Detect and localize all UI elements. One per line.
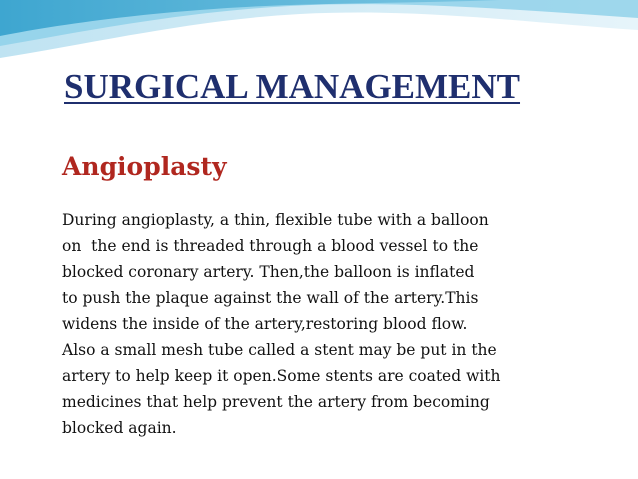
body-line: widens the inside of the artery,restoring blood flow. (62, 315, 468, 333)
body-line: to push the plaque against the wall of the artery.This (62, 289, 479, 307)
body-line: Also a small mesh tube called a stent may be put in the (62, 341, 497, 359)
slide-title: SURGICAL MANAGEMENT (64, 67, 521, 106)
body-line: blocked coronary artery. Then,the balloon is inflated (62, 263, 475, 281)
body-line: medicines that help prevent the artery from becoming (62, 393, 490, 411)
section-heading: Angioplasty (62, 152, 227, 181)
body-line: During angioplasty, a thin, flexible tube with a balloon (62, 211, 489, 229)
body-line: artery to help keep it open.Some stents are coated with (62, 367, 501, 385)
body-line: blocked again. (62, 419, 177, 437)
header-wave-decoration (0, 0, 638, 60)
body-line: on the end is threaded through a blood vessel to the (62, 237, 479, 255)
body-paragraph (62, 207, 582, 441)
